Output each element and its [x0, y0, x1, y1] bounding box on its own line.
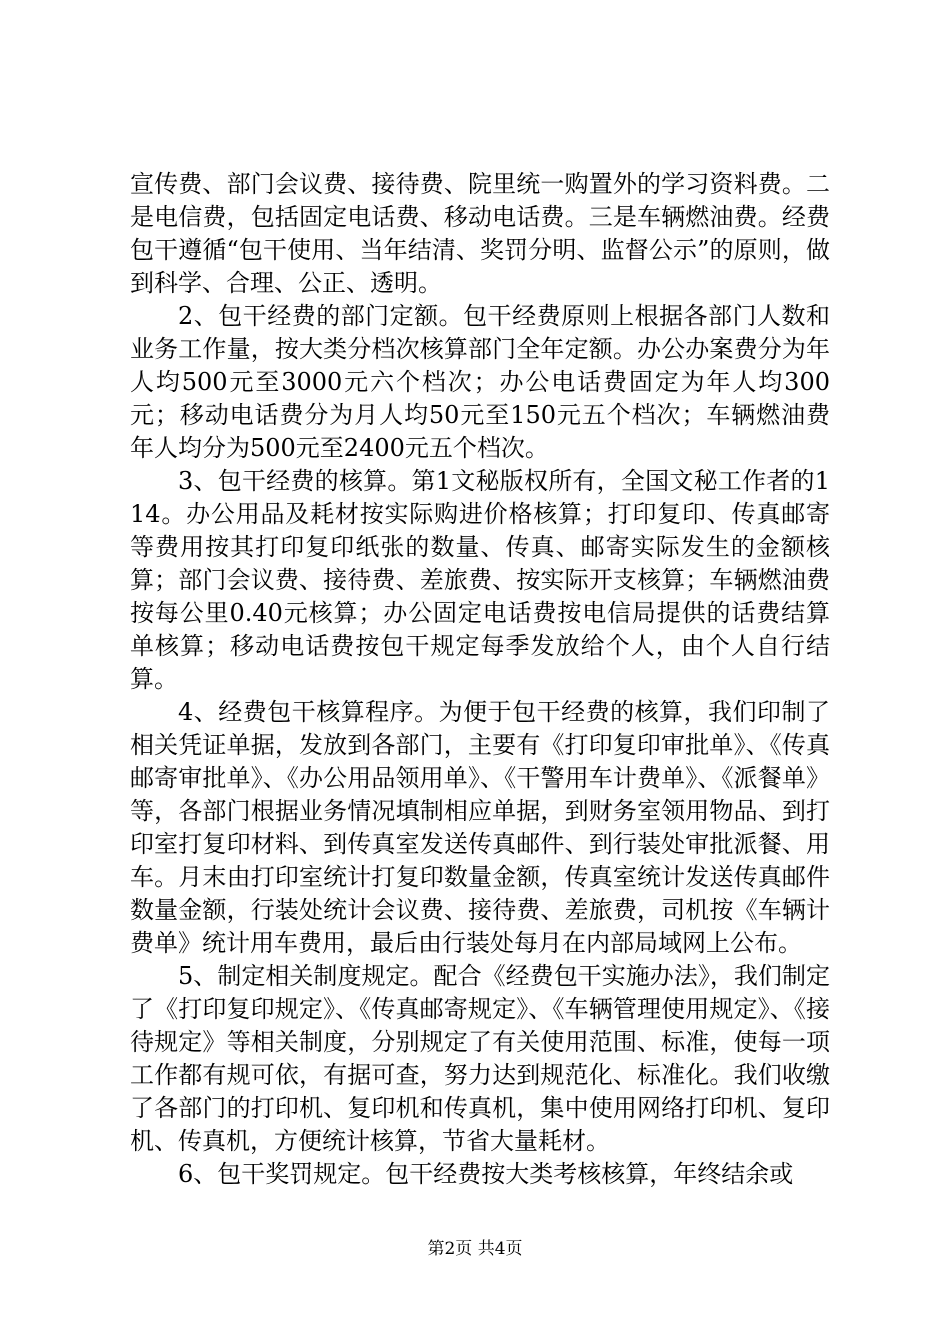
document-body	[130, 168, 830, 1191]
paragraph-section-4: 4、经费包干核算程序。为便于包干经费的核算，我们印制了相关凭证单据，发放到各部门，主要有《打印复印审批单》、《传真邮寄审批单》、《办公用品领用单》、《干警用车计费单》、《派餐单》等，各部门根据业务情况填制相应单据，到财务室领用物品、到打印室打复印材料、到传真室发送传真邮件、到行装处审批派餐、用车。月末由打印室统计打复印数量金额，传真室统计发送传真邮件数量金额，行装处统计会议费、接待费、差旅费，司机按《车辆计费单》统计用车费用，最后由行装处每月在内部局域网上公布。	[130, 698, 830, 957]
paragraph-section-6: 6、包干奖罚规定。包干经费按大类考核核算，年终结余或	[178, 1160, 794, 1188]
paragraph-section-5: 5、制定相关制度规定。配合《经费包干实施办法》，我们制定了《打印复印规定》、《传真邮寄规定》、《车辆管理使用规定》、《接待规定》等相关制度，分别规定了有关使用范围、标准，使每一项工作都有规可依，有据可查，努力达到规范化、标准化。我们收缴了各部门的打印机、复印机和传真机，集中使用网络打印机、复印机、传真机，方便统计核算，节省大量耗材。	[130, 962, 830, 1155]
paragraph-section-2: 2、包干经费的部门定额。包干经费原则上根据各部门人数和业务工作量，按大类分档次核算部门全年定额。办公办案费分为年人均500元至3000元六个档次；办公电话费固定为年人均300元；移动电话费分为月人均50元至150元五个档次；车辆燃油费年人均分为500元至2400元五个档次。	[130, 302, 830, 462]
page-number-footer: 第2页 共4页	[427, 1239, 523, 1259]
paragraph-intro-continued: 宣传费、部门会议费、接待费、院里统一购置外的学习资料费。二是电信费，包括固定电话费、移动电话费。三是车辆燃油费。经费包干遵循“包干使用、当年结清、奖罚分明、监督公示”的原则，做到科学、合理、公正、透明。	[130, 170, 830, 297]
paragraph-section-3: 3、包干经费的核算。第1文秘版权所有，全国文秘工作者的114。办公用品及耗材按实际购进价格核算；打印复印、传真邮寄等费用按其打印复印纸张的数量、传真、邮寄实际发生的金额核算；部门会议费、接待费、差旅费、按实际开支核算；车辆燃油费按每公里0.40元核算；办公固定电话费按电信局提供的话费结算单核算；移动电话费按包干规定每季发放给个人，由个人自行结算。	[130, 467, 830, 693]
